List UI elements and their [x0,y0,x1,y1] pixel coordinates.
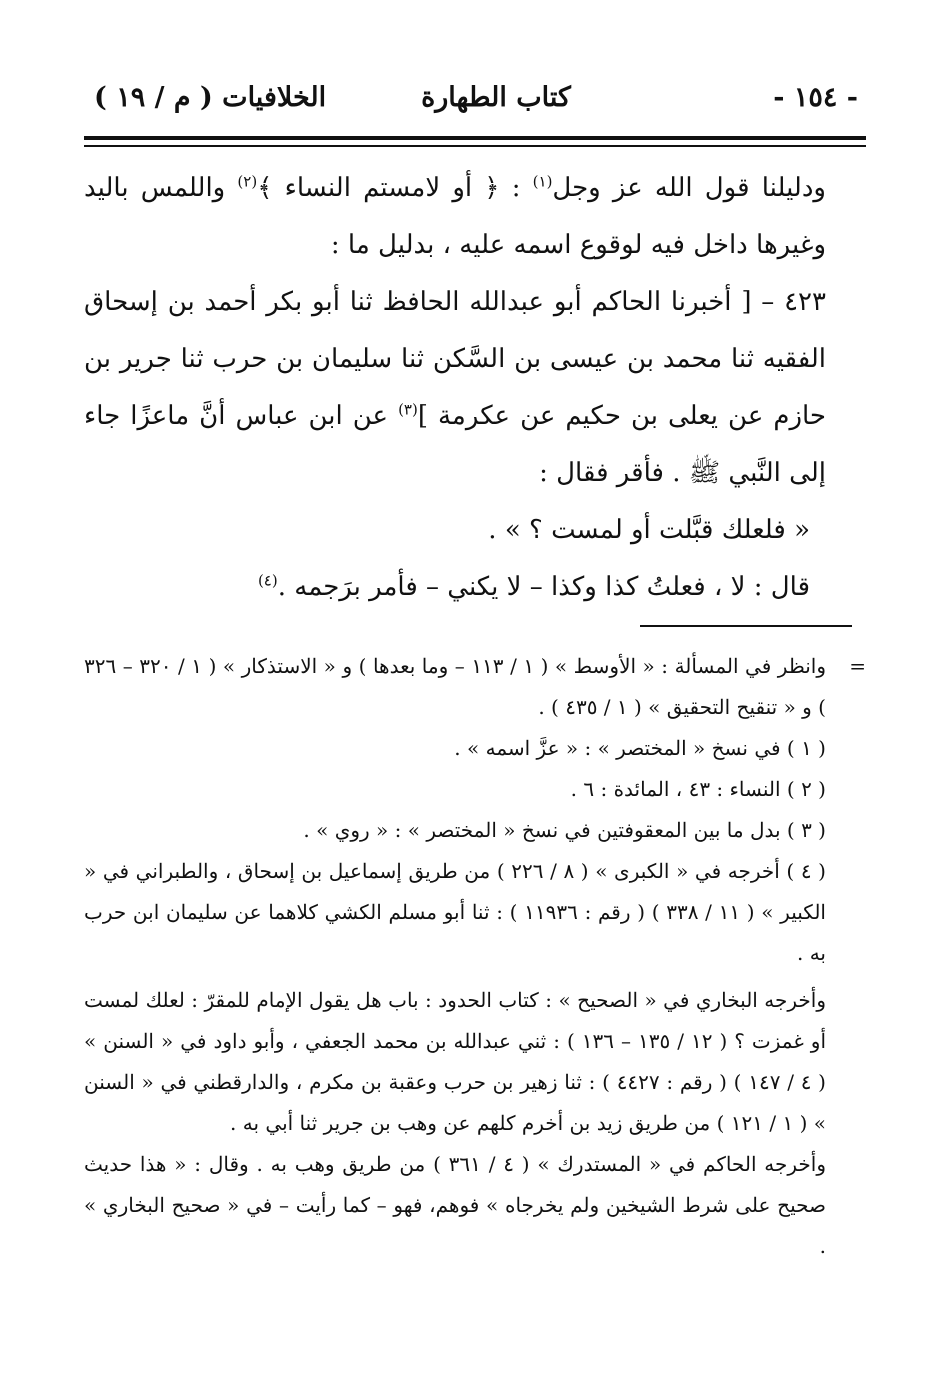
footnote-ref-4: (٤) [257,571,278,590]
footnote-3: ( ٣ ) بدل ما بين المعقوفتين في نسخ « المختصر » : « روي » . [303,818,826,842]
footnote-4: ( ٤ ) أخرجه في « الكبرى » ( ٨ / ٢٢٦ ) من طريق إسماعيل بن إسحاق ، والطبراني في « الكبير » ( ١١ / ٣٣٨ ) ( رقم : ١١٩٣٦ ) : ثنا أبو مسلم الكشي كلاهما عن سليمان ابن حرب به . [84,859,826,965]
volume-label: الخلافيات ( م / ١٩ ) [94,82,327,113]
footnote-separator [640,625,852,627]
footnote-2: ( ٢ ) النساء : ٤٣ ، المائدة : ٦ . [570,777,826,801]
footnote-ref-1: (١) [532,172,553,191]
hadith-paragraph [84,274,866,502]
reply-text: قال : لا ، فعلتُ كذا وكذا – لا يكني – فأمر برَجمه . [277,572,810,602]
quote-line: « فلعلك قبَّلت أو لمست ؟ » . [488,515,810,545]
footnote-1: ( ١ ) في نسخ « المختصر » : « عزَّ اسمه » . [454,736,826,760]
page-number: - ١٥٤ - [773,82,858,113]
intro-paragraph [84,160,866,274]
footnotes [84,646,866,1267]
main-text [84,160,866,616]
hadith-text-a: ٤٢٣ – [ أخبرنا الحاكم أبو عبدالله الحافظ ثنا أبو بكر أحمد بن إسحاق الفقيه ثنا محمد بن عيسى بن السَّكن ثنا سليمان بن حرب ثنا جرير بن حازم عن يعلى بن حكيم عن عكرمة ] [84,287,826,431]
footnote-4-para-1: وأخرجه البخاري في « الصحيح » : كتاب الحدود : باب هل يقول الإمام للمقرّ : لعلك لمست أو غمزت ؟ ( ١٢ / ١٣٥ – ١٣٦ ) : ثني عبدالله بن محمد الجعفي ، وأبو داود في « السنن » ( ٤ / ١٤٧ ) ( رقم : ٤٤٢٧ ) : ثنا زهير بن حرب وعقبة بن مكرم ، والدارقطني في « السنن » ( ١ / ١٢١ ) من طريق زيد بن أخرم كلهم عن وهب بن جرير ثنا أبي به . [84,988,826,1135]
header-rule-thin [84,145,866,147]
footnote-continuation [84,646,866,728]
intro-text-b: : ﴿ أو لامستم النساء ﴾ [257,173,533,203]
continuation-mark: = [849,654,866,678]
continuation-text: وانظر في المسألة : « الأوسط » ( ١ / ١١٣ – وما بعدها ) و « الاستذكار » ( ١ / ٣٢٠ – ٣٢٦ ) و « تنقيح التحقيق » ( ١ / ٤٣٥ ) . [84,654,827,719]
footnote-4-para-2: وأخرجه الحاكم في « المستدرك » ( ٤ / ٣٦١ ) من طريق وهب به . وقال : « هذا حديث صحيح على شرط الشيخين ولم يخرجاه » فوهم، فهو – كما رأيت – في « صحيح البخاري » . [84,1152,826,1258]
footnote-ref-2: (٢) [237,172,258,191]
intro-text-a: ودليلنا قول الله عز وجل [552,173,826,203]
page-header [88,78,864,126]
book-title: كتاب الطهارة [421,82,571,113]
intro-text-c: واللمس باليد وغيرها داخل فيه لوقوع اسمه عليه ، بدليل ما : [84,173,826,260]
header-rule-thick [84,136,866,140]
footnote-ref-3: (٣) [398,400,418,419]
reply-paragraph [84,559,866,616]
hadith-text-b: عن ابن عباس أنَّ ماعزًا جاء إلى النَّبي ﷺ . فأقر فقال : [84,401,826,488]
